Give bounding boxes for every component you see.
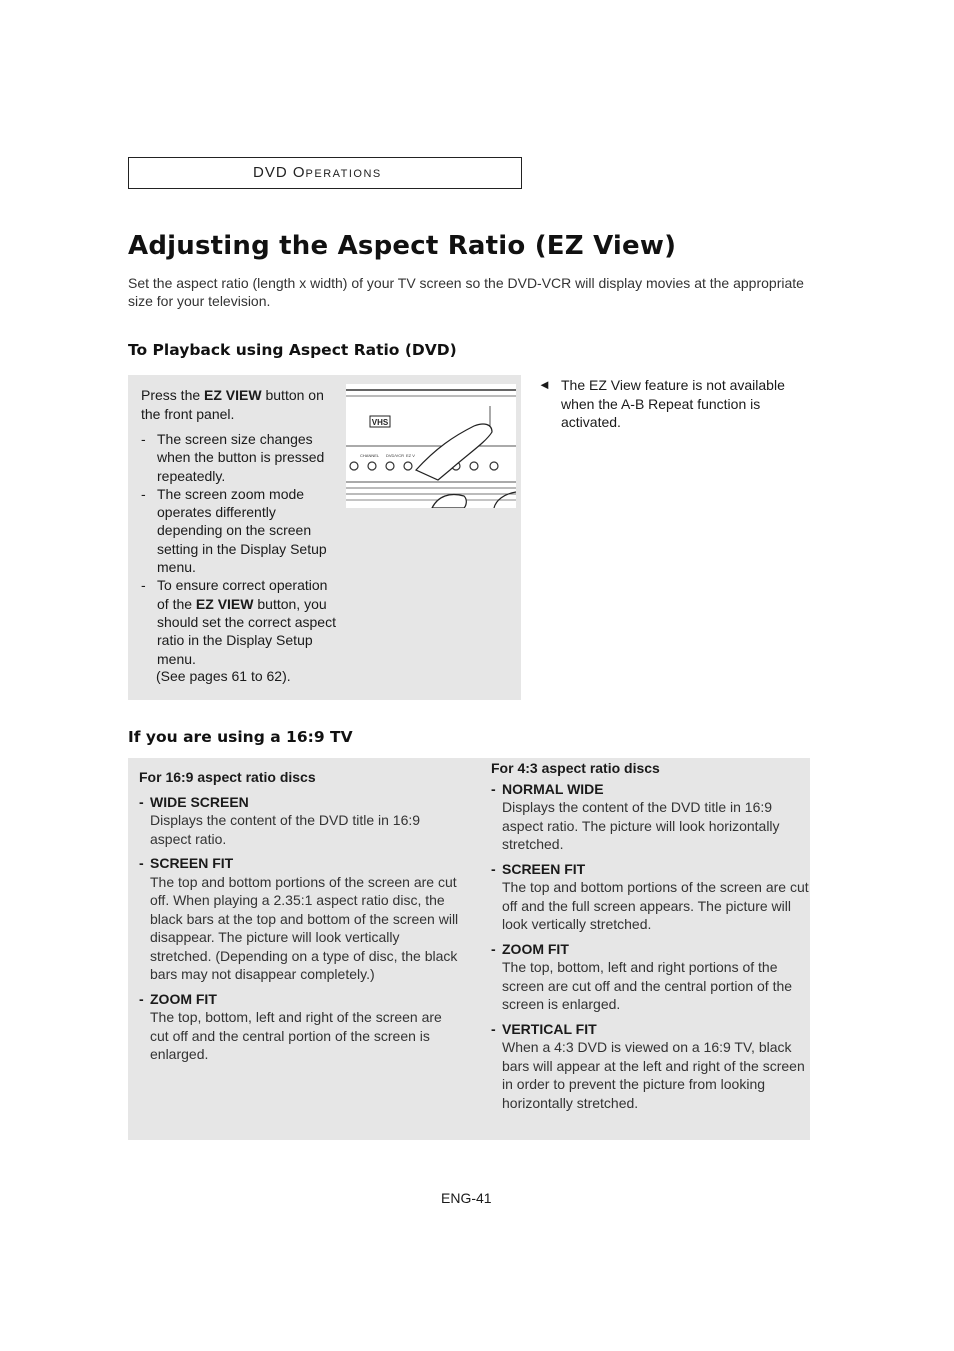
mode-description: The top and bottom portions of the screen are cut off and the full screen appears. The picture will look vertically stretched. [502, 879, 809, 932]
mode-label: WIDE SCREEN [150, 793, 249, 810]
page-title: Adjusting the Aspect Ratio (EZ View) [128, 231, 677, 261]
list-item: - ZOOM FIT The top, bottom, left and right portions of the screen are cut off and the central portion of the screen is enlarged. [491, 940, 809, 1014]
mode-label: ZOOM FIT [502, 940, 569, 957]
tv169-heading: If you are using a 16:9 TV [128, 728, 353, 746]
dvd-vcr-front-panel-illustration [346, 384, 516, 508]
channel-label: CHANNEL [360, 453, 380, 458]
mode-description: When a 4:3 DVD is viewed on a 16:9 TV, black bars will appear at the left and right of the screen in order to prevent the picture from looking horizontally stretched. [502, 1039, 805, 1111]
note-arrow-icon: ◄ [538, 377, 551, 392]
intro-text: Set the aspect ratio (length x width) of your TV screen so the DVD-VCR will display movies at the appropriate size for your television. [128, 275, 804, 309]
mode-label: VERTICAL FIT [502, 1020, 597, 1037]
playback-heading: To Playback using Aspect Ratio (DVD) [128, 341, 457, 359]
list-item: - The screen zoom mode operates differently depending on the screen setting in the Display Setup menu. [141, 485, 327, 576]
vhs-logo: VHS [371, 418, 389, 427]
list-item: - NORMAL WIDE Displays the content of the DVD title in 16:9 aspect ratio. The picture will look horizontally stretched. [491, 780, 809, 854]
press-pre: Press the [141, 387, 205, 403]
mode-label: SCREEN FIT [502, 860, 586, 877]
step-button-name: EZ VIEW [195, 595, 254, 612]
step-text: The screen zoom mode operates differently depending on the screen setting in the Display Setup menu. [157, 485, 327, 576]
list-item: - SCREEN FIT The top and bottom portions of the screen are cut off. When playing a 2.35:1 aspect ratio disc, the black bars at the top and bottom of the screen will disappear. The picture will look vertically stretched. (Depending on a type of disc, the black bars may not disappear completely.) [139, 855, 459, 982]
mode-description: The top, bottom, left and right of the screen are cut off and the central portion of the screen is enlarged. [150, 1009, 442, 1062]
dvd-vcr-label: DVD/VCR [386, 453, 405, 458]
list-item: - WIDE SCREEN Displays the content of the DVD title in 16:9 aspect ratio. [139, 793, 459, 849]
steps-list [141, 430, 336, 668]
step-text: The screen size changes when the button is pressed repeatedly. [157, 431, 325, 484]
col-43-discs [491, 759, 809, 1118]
list-item: - ZOOM FIT The top, bottom, left and right of the screen are cut off and the central portion of the screen is enlarged. [139, 990, 459, 1064]
step-text-post: button, you should set the correct aspect ratio in the Display Setup menu. [157, 595, 336, 667]
section-title [253, 164, 382, 181]
section-header-box [128, 157, 522, 189]
press-post: button on the front panel. [141, 387, 324, 422]
list-item: - The screen size changes when the button is pressed repeatedly. [141, 431, 325, 484]
col-169-heading: For 16:9 aspect ratio discs [139, 769, 316, 785]
list-item: - To ensure correct operation of the EZ VIEW button, you should set the correct aspect ratio in the Display Setup menu. [141, 577, 336, 667]
mode-label: NORMAL WIDE [502, 780, 604, 797]
step-text-pre: To ensure correct operation of the [157, 577, 328, 612]
list-item: - VERTICAL FIT When a 4:3 DVD is viewed on a 16:9 TV, black bars will appear at the left and right of the screen in order to prevent the picture from looking horizontally stretched. [491, 1020, 809, 1113]
section-title-rest: PERATIONS [305, 168, 382, 180]
page-number: ENG-41 [441, 1190, 492, 1206]
note-text: The EZ View feature is not available when the A-B Repeat function is activated. [561, 377, 785, 431]
mode-description: Displays the content of the DVD title in 16:9 aspect ratio. The picture will look horizontally stretched. [502, 799, 780, 852]
mode-label: ZOOM FIT [150, 990, 217, 1007]
list-item: - SCREEN FIT The top and bottom portions of the screen are cut off and the full screen appears. The picture will look vertically stretched. [491, 860, 809, 932]
col-169-discs [139, 768, 459, 1070]
section-title-lead: DVD O [253, 164, 306, 181]
ez-view-label: EZ V [406, 453, 415, 458]
mode-description: The top, bottom, left and right portions of the screen are cut off and the central portion of the screen is enlarged. [502, 959, 793, 1012]
mode-label: SCREEN FIT [150, 855, 234, 871]
press-button-name: EZ VIEW [204, 387, 262, 403]
col-43-heading: For 4:3 aspect ratio discs [491, 760, 660, 776]
mode-description: Displays the content of the DVD title in 16:9 aspect ratio. [150, 812, 421, 847]
press-instruction [141, 386, 336, 424]
see-pages: (See pages 61 to 62). [156, 668, 291, 684]
mode-description: The top and bottom portions of the screen are cut off. When playing a 2.35:1 aspect ratio disc, the black bars at the top and bottom of the screen will disappear. The picture will look vertically stretched. (Depending on a type of disc, the black bars may not disappear completely.) [150, 873, 459, 982]
